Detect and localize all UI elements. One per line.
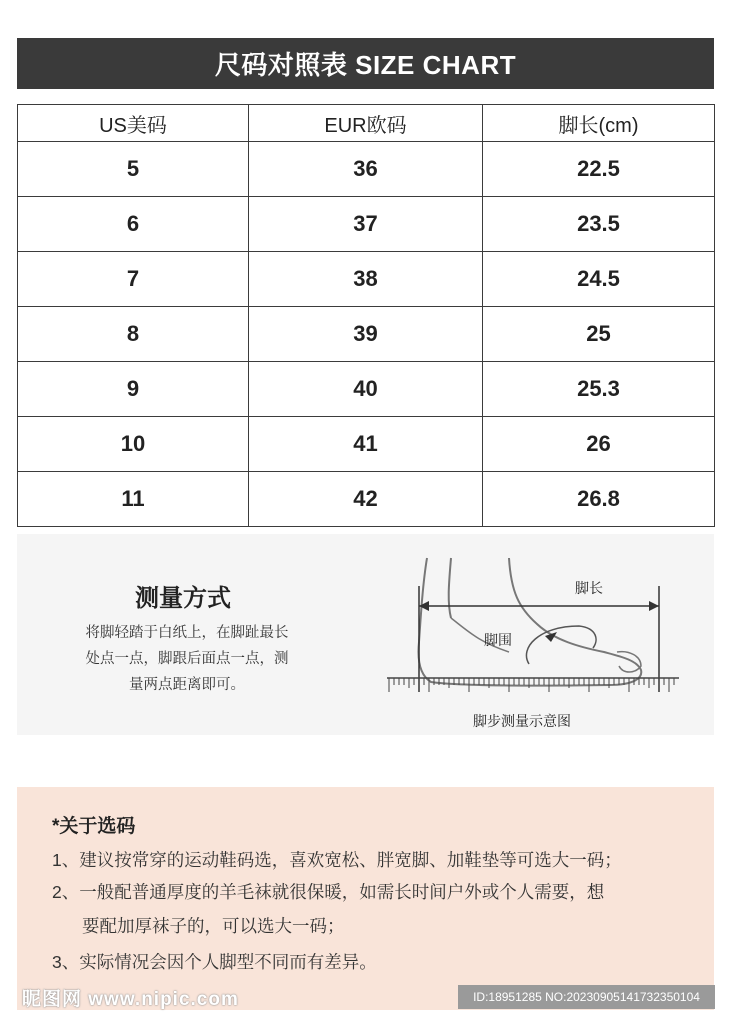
table-header-row xyxy=(18,105,715,142)
size-table xyxy=(17,104,715,527)
watermark-site: 昵图网 www.nipic.com xyxy=(22,989,239,1010)
header-us: US美码 xyxy=(18,105,249,142)
foot-outline xyxy=(419,558,642,686)
cell-us: 11 xyxy=(18,472,249,527)
cell-us: 6 xyxy=(18,197,249,252)
cell-length: 23.5 xyxy=(483,197,715,252)
cell-length: 25 xyxy=(483,307,715,362)
cell-length: 22.5 xyxy=(483,142,715,197)
measurement-section xyxy=(17,534,714,735)
cell-length: 26 xyxy=(483,417,715,472)
table-row xyxy=(18,417,715,472)
table-row xyxy=(18,472,715,527)
measure-desc-line: 处点一点，脚跟后面点一点，测 xyxy=(85,651,289,667)
length-arrow-right xyxy=(649,601,659,611)
cell-length: 25.3 xyxy=(483,362,715,417)
cell-eur: 42 xyxy=(249,472,483,527)
notes-line: 3、实际情况会因个人脚型不同而有差异。 xyxy=(52,952,377,972)
table-row xyxy=(18,362,715,417)
cell-eur: 36 xyxy=(249,142,483,197)
cell-eur: 41 xyxy=(249,417,483,472)
notes-line: 1、建议按常穿的运动鞋码选，喜欢宽松、胖宽脚、加鞋垫等可选大一码； xyxy=(52,850,622,870)
header-foot-length: 脚长(cm) xyxy=(483,105,715,142)
toe-detail xyxy=(617,652,641,672)
measure-description xyxy=(57,620,317,698)
measure-desc-line: 将脚轻踏于白纸上，在脚趾最长 xyxy=(85,625,289,641)
cell-length: 24.5 xyxy=(483,252,715,307)
cell-eur: 38 xyxy=(249,252,483,307)
leg-inner-line xyxy=(449,558,451,618)
cell-length: 26.8 xyxy=(483,472,715,527)
notes-title: *关于选码 xyxy=(52,816,136,837)
cell-eur: 39 xyxy=(249,307,483,362)
foot-girth-label: 脚围 xyxy=(484,632,512,648)
girth-arc xyxy=(526,626,596,664)
measure-desc-line: 量两点距离即可。 xyxy=(129,677,245,693)
notes-line: 要配加厚袜子的，可以选大一码； xyxy=(82,916,345,936)
cell-eur: 37 xyxy=(249,197,483,252)
cell-us: 9 xyxy=(18,362,249,417)
diagram-caption: 脚步测量示意图 xyxy=(473,713,571,729)
table-row xyxy=(18,142,715,197)
notes-line: 2、一般配普通厚度的羊毛袜就很保暖，如需长时间户外或个人需要，想 xyxy=(52,882,605,902)
table-row xyxy=(18,252,715,307)
table-row xyxy=(18,307,715,362)
measure-title: 测量方式 xyxy=(135,585,231,612)
size-notes xyxy=(17,787,714,1010)
cell-us: 10 xyxy=(18,417,249,472)
watermark-id: ID:18951285 NO:20230905141732350104 xyxy=(458,985,715,1009)
foot-measure-diagram xyxy=(379,552,679,702)
foot-length-label: 脚长 xyxy=(575,580,603,596)
size-chart-title: 尺码对照表 SIZE CHART xyxy=(17,38,714,89)
cell-us: 8 xyxy=(18,307,249,362)
cell-us: 7 xyxy=(18,252,249,307)
header-eur: EUR欧码 xyxy=(249,105,483,142)
table-row xyxy=(18,197,715,252)
cell-us: 5 xyxy=(18,142,249,197)
cell-eur: 40 xyxy=(249,362,483,417)
